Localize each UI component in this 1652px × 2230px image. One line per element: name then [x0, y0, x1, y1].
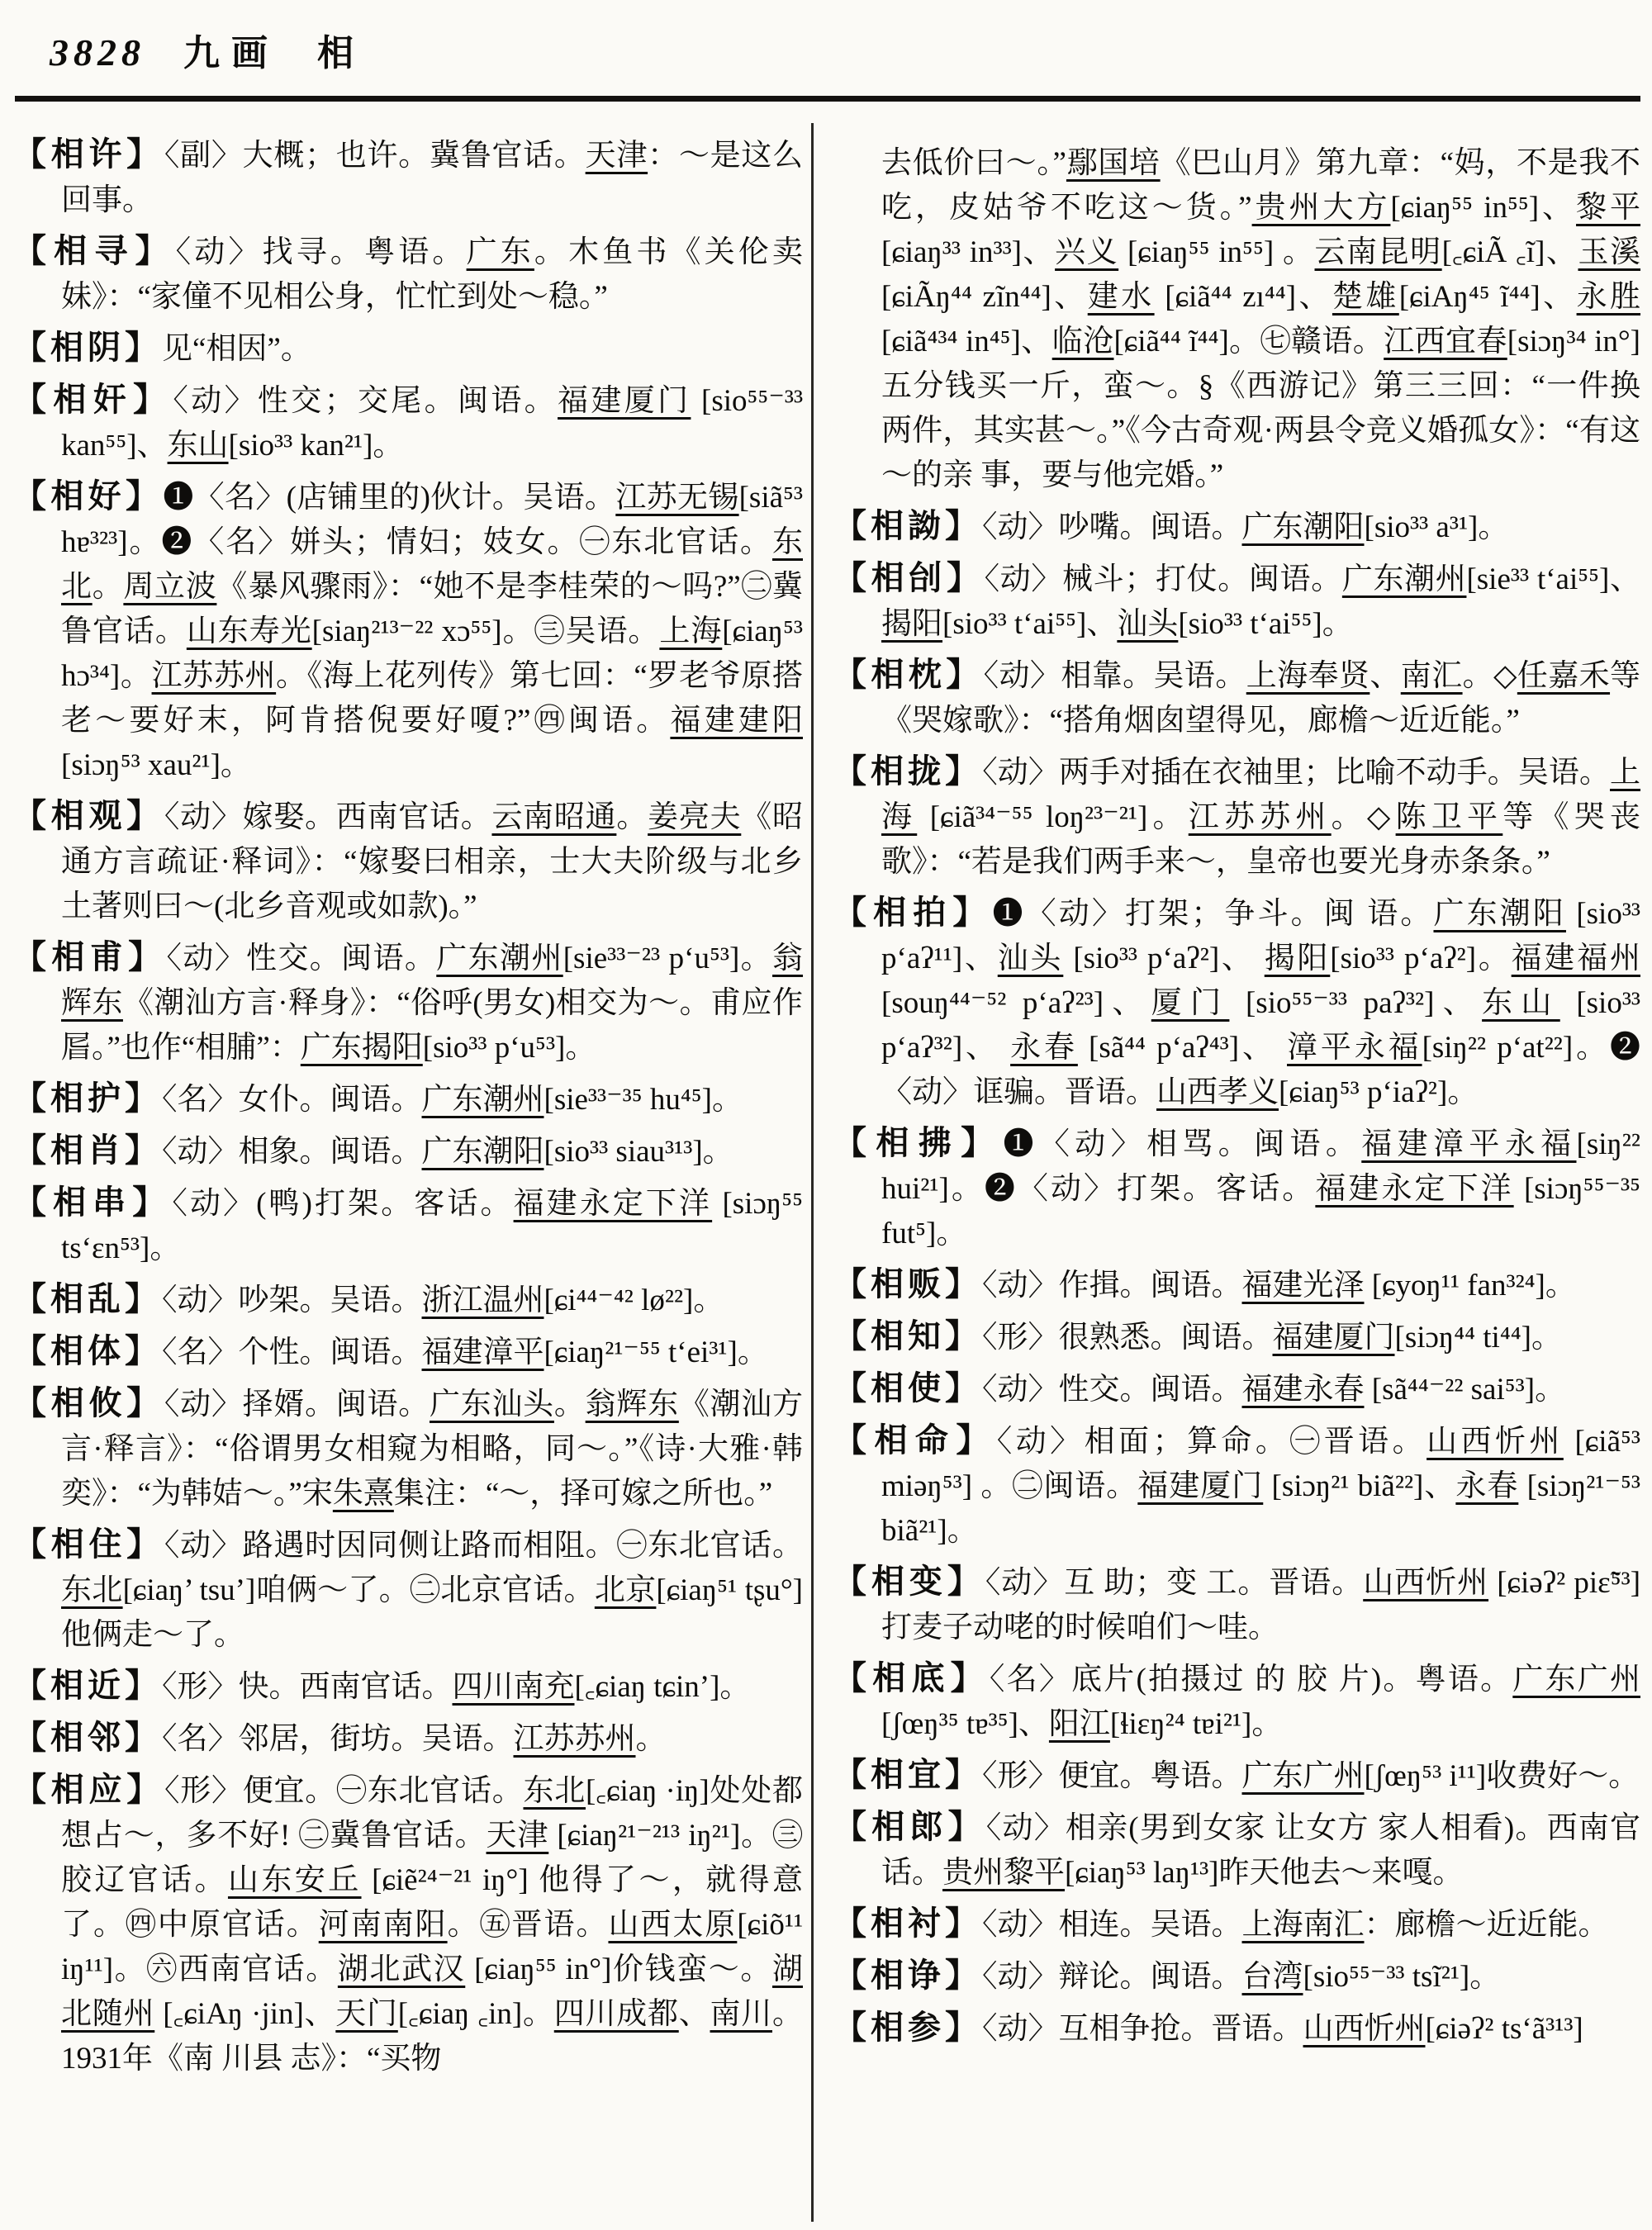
entry-headword: 【相贩】	[833, 1265, 982, 1302]
proper-noun: 江苏苏州	[1188, 800, 1332, 834]
proper-noun: 永春	[1010, 1031, 1078, 1065]
entry-text: [ɕiaŋ⁵³ laŋ¹³]昨天他去～来嘎。	[1065, 1856, 1464, 1890]
proper-noun: 福建厦门	[1272, 1321, 1395, 1355]
entry-text: [sio³³ kan²¹]。	[228, 429, 404, 463]
proper-noun: 广东潮州	[421, 1083, 544, 1117]
entry-headword: 【相邻】	[13, 1719, 162, 1756]
entry-headword: 【相诤】	[833, 1957, 982, 1994]
entry-text: [siŋ²² p‘at²²]。❷〈动〉诓骗。晋语。	[881, 1031, 1640, 1109]
dictionary-entry	[13, 794, 803, 929]
proper-noun: 阳江	[1048, 1707, 1110, 1741]
proper-noun: 广东广州	[1241, 1759, 1365, 1793]
entry-text: 《巴山月》第九章：“妈，不是我不吃，皮姑爷不吃这～货。”	[881, 146, 1640, 225]
dictionary-entry	[833, 749, 1640, 885]
entry-text: [siã⁵³ hɐ³²³]。❷〈名〉姘头；情妇；妓女。㊀东北官话。	[61, 481, 804, 559]
dictionary-entry	[13, 377, 803, 468]
entry-text: [sio³³ a³¹]。	[1364, 510, 1509, 544]
entry-text: [ɕiaŋ²¹⁻²¹³ iŋ²¹]。㊂胶辽官话。	[61, 1819, 803, 1897]
entry-text: [ɕiaŋ⁵⁵ in⁵⁵] 。	[1118, 235, 1315, 269]
dictionary-entry	[13, 1329, 803, 1375]
proper-noun: 上海	[881, 756, 1641, 834]
dictionary-entry	[833, 2005, 1640, 2052]
dictionary-entry	[833, 1314, 1640, 1360]
proper-noun: 广东揭阳	[300, 1031, 423, 1065]
entry-text: [ɕiəʔ² piɛ̃⁵³]打麦子动咾的时候咱们～哇。	[881, 1566, 1641, 1644]
entry-headword: 【相护】	[13, 1079, 162, 1117]
entry-text: 〈动〉相连。吴语。	[982, 1908, 1242, 1942]
entry-text: [sio³³ siau³¹³]。	[544, 1135, 733, 1169]
dictionary-entry	[833, 652, 1640, 743]
entry-text: [siɔŋ²¹⁻⁵³ biã²¹]。	[881, 1469, 1640, 1548]
entry-headword: 【相寻】	[13, 232, 176, 269]
dictionary-entry	[13, 325, 803, 372]
proper-noun: 漳平永福	[1287, 1031, 1422, 1065]
entry-text: [꜀ɕiaŋ tɕin’]。	[574, 1670, 751, 1704]
entry-text: 、	[1370, 659, 1401, 693]
proper-noun: 揭阳	[881, 607, 942, 641]
proper-noun: 江苏苏州	[513, 1722, 636, 1756]
entry-headword: 【相刣】	[833, 559, 985, 596]
entry-text: 〈动〉辩论。闽语。	[982, 1960, 1242, 1994]
section-stroke-count: 九画	[183, 33, 279, 74]
entry-text: 〈动〉嫁娶。西南官话。	[164, 800, 492, 834]
proper-noun: 湖北随州	[61, 1952, 803, 2031]
entry-text: [siɔŋ⁵⁵⁻³⁵ fut⁵]。	[881, 1172, 1640, 1250]
entry-text: [ɕyoŋ¹¹ fan³²⁴]。	[1364, 1269, 1576, 1302]
proper-noun: 翁辉东	[585, 1388, 679, 1421]
entry-text: [ɕiã³⁴⁻⁵⁵ loŋ²³⁻²¹]。	[917, 800, 1189, 834]
proper-noun: 南汇	[1400, 659, 1463, 693]
entry-text: 〈名〉个性。闽语。	[162, 1336, 422, 1369]
entry-text: [sio³³ p‘aʔ³²]、	[881, 986, 1641, 1065]
entry-text: 《潮汕方言·释身》：“俗呼(男女)相交为～。甫应作㞓。”也作“相脯”：	[61, 986, 804, 1065]
entry-text: 〈名〉女仆。闽语。	[162, 1083, 422, 1117]
entry-text: 〈形〉很熟悉。闽语。	[982, 1321, 1273, 1355]
dictionary-entry	[833, 1656, 1640, 1747]
entry-text: [ɕiã⁴⁴ zı⁴⁴]、	[1154, 280, 1332, 314]
entry-text: [sie³³⁻²³ p‘u⁵³]。	[563, 942, 773, 975]
entry-text: 〈动〉性交；交尾。闽语。	[173, 384, 558, 418]
entry-headword: 【相枕】	[833, 656, 984, 693]
entry-headword: 【相甫】	[13, 938, 167, 975]
dictionary-entry	[13, 132, 803, 223]
entry-headword: 【相衬】	[833, 1905, 982, 1942]
entry-text: 〈动〉互 助；变 工。晋语。	[985, 1566, 1364, 1600]
proper-noun: 周立波	[123, 570, 217, 604]
proper-noun: 四川成都	[553, 1997, 679, 2031]
proper-noun: 汕头	[1117, 607, 1179, 641]
proper-noun: 山西忻州	[1363, 1566, 1489, 1600]
entry-text: [siɔŋ²¹ biã²²]、	[1263, 1469, 1456, 1503]
entry-text: [ɕiaŋ⁵³ hɔ³⁴]。	[61, 614, 804, 693]
proper-noun: 广东潮阳	[1433, 897, 1566, 931]
proper-noun: 天津	[486, 1819, 549, 1853]
entry-text: [souŋ⁴⁴⁻⁵² p‘aʔ²³]、	[881, 986, 1151, 1020]
proper-noun: 山东安丘	[227, 1863, 362, 1897]
entry-text: [sio⁵⁵⁻³³ paʔ³²]、	[1229, 986, 1483, 1020]
entry-text: [ɕiaŋ²¹⁻⁵⁵ t‘ei³¹]。	[544, 1336, 768, 1369]
entry-headword: 【相参】	[833, 2009, 982, 2046]
entry-headword: 【相郎】	[833, 1808, 986, 1845]
entry-text: 见“相因”。	[162, 332, 311, 366]
entry-text: [ʃœŋ³⁵ tɐ³⁵]、	[881, 1707, 1049, 1741]
dictionary-entry	[13, 229, 803, 320]
entry-text: [ɕiaŋ⁵⁵ in°]价钱蛮～。	[465, 1952, 772, 1986]
entry-headword: 【相拍】	[833, 894, 993, 931]
entry-text: 〈动〉性交。闽语。	[982, 1373, 1242, 1407]
proper-noun: 陈卫平	[1395, 800, 1503, 834]
entry-text: 。	[553, 1388, 586, 1421]
proper-noun: 广东潮州	[436, 942, 563, 975]
entry-text: [ɕiÃŋ⁴⁴ zĩn⁴⁴]、	[881, 280, 1088, 314]
proper-noun: 东山	[167, 429, 229, 463]
proper-noun: 江苏苏州	[151, 659, 277, 693]
proper-noun: 福建漳平永福	[1361, 1127, 1577, 1161]
proper-noun: 广东广州	[1512, 1663, 1640, 1696]
proper-noun: 厦门	[1151, 986, 1230, 1020]
proper-noun: 上海奉贤	[1246, 659, 1370, 693]
proper-noun: 南川	[710, 1997, 772, 2031]
proper-noun: 江西宜春	[1384, 325, 1507, 358]
proper-noun: 天津	[585, 139, 648, 173]
dictionary-entry	[13, 1277, 803, 1323]
entry-text: 〈动〉作揖。闽语。	[982, 1269, 1242, 1302]
entry-text: 〈动〉择婿。闽语。	[164, 1388, 430, 1421]
entry-headword: 【相攸】	[13, 1384, 164, 1421]
dictionary-entry	[13, 1381, 803, 1516]
proper-noun: 山西孝义	[1156, 1075, 1279, 1109]
entry-text: [ɕiã⁵³ miəŋ⁵³] 。㊁闽语。	[881, 1425, 1640, 1503]
entry-text: [ɕiaŋ³³ in³³]、	[881, 235, 1056, 269]
entry-text: [sio³³ t‘ai⁵⁵]、	[942, 607, 1118, 641]
proper-noun: 广东潮阳	[1241, 510, 1365, 544]
proper-noun: 任嘉禾	[1517, 659, 1611, 693]
proper-noun: 鄢国培	[1066, 146, 1161, 180]
entry-text: 〈形〉便宜。粤语。	[982, 1759, 1242, 1793]
entry-text: 〈动〉吵架。吴语。	[162, 1283, 422, 1317]
entry-text: [ɕiaŋ’ tsu’]咱俩～了。㊁北京官话。	[122, 1573, 595, 1607]
section-head-character: 相	[317, 33, 354, 74]
right-column	[814, 120, 1644, 2222]
dictionary-entry	[833, 504, 1640, 550]
proper-noun: 福建永定下洋	[513, 1187, 713, 1221]
dictionary-entry	[833, 1805, 1640, 1896]
dictionary-entry	[833, 1953, 1640, 2000]
proper-noun: 福建厦门	[558, 384, 691, 418]
proper-noun: 兴义	[1055, 235, 1119, 269]
entry-text: [sio³³ p‘u⁵³]。	[422, 1031, 596, 1065]
entry-text: [sã⁴⁴ p‘aʔ⁴³]、	[1077, 1031, 1287, 1065]
proper-noun: 永春	[1455, 1469, 1519, 1503]
entry-text: 。㊄晋语。	[447, 1908, 609, 1942]
proper-noun: 揭阳	[1264, 942, 1331, 975]
entry-text: [siɔŋ³⁴ in°]五分钱买一斤，蛮～。§《西游记》第三三回：“一件换两件，其实甚～。”《今古奇观·两县令竞义婚孤女》：“有这～的亲 事，要与他完婚。”	[881, 325, 1641, 492]
proper-noun: 北京	[594, 1573, 657, 1607]
entry-text: 。◇	[1462, 659, 1517, 693]
dictionary-entry	[833, 1418, 1640, 1554]
proper-noun: 建水	[1087, 280, 1155, 314]
header-rule	[15, 96, 1640, 102]
entry-headword: 【相体】	[13, 1332, 162, 1369]
proper-noun: 上海	[659, 614, 723, 648]
entry-text: [sã⁴⁴⁻²² sai⁵³]。	[1364, 1373, 1566, 1407]
entry-text: 〈形〉快。西南官话。	[162, 1670, 453, 1704]
entry-text: [siɔŋ⁴⁴ ti⁴⁴]。	[1394, 1321, 1562, 1355]
entry-headword: 【相奸】	[13, 381, 173, 418]
dictionary-entry	[13, 1715, 803, 1762]
entry-headword: 【相观】	[13, 797, 164, 834]
dictionary-entry	[833, 1753, 1640, 1799]
proper-noun: 玉溪	[1578, 235, 1641, 269]
entry-text: [sie³³ t‘ai⁵⁵]、	[1466, 562, 1641, 596]
entry-headword: 【相应】	[13, 1771, 164, 1808]
entry-text: [꜀ɕiÃ ꜀ĩ]、	[1441, 235, 1578, 269]
proper-noun: 汕头	[997, 942, 1064, 975]
entry-text: 。	[616, 800, 648, 834]
dictionary-entry	[833, 1262, 1640, 1308]
left-column	[12, 120, 811, 2222]
entry-headword: 【相住】	[13, 1525, 164, 1563]
proper-noun: 姜亮夫	[648, 800, 742, 834]
entry-text: 〈名〉底片(拍摄过 的 胶 片)。粤语。	[989, 1663, 1513, 1696]
entry-text: 〈动〉路遇时因同侧让路而相阻。㊀东北官话。	[164, 1529, 804, 1563]
entry-headword: 【相串】	[13, 1184, 173, 1221]
entry-headword: 【相变】	[833, 1563, 985, 1600]
entry-text: [siaŋ²¹³⁻²² xɔ⁵⁵]。㊂吴语。	[311, 614, 660, 648]
proper-noun: 福建光泽	[1241, 1269, 1365, 1302]
proper-noun: 山西太原	[608, 1908, 738, 1942]
entry-text: [ɕiã⁴⁴ ĩ⁴⁴]。㊆赣语。	[1113, 325, 1384, 358]
entry-headword: 【相命】	[833, 1421, 997, 1459]
proper-noun: 上海南汇	[1241, 1908, 1365, 1942]
entry-text: 〈动〉(鸭)打架。客话。	[172, 1187, 514, 1221]
entry-text: [sio³³ t‘ai⁵⁵]。	[1178, 607, 1353, 641]
entry-text: 《暴风骤雨》：“她不是李桂荣的～吗?”㊁冀鲁官话。	[61, 570, 804, 648]
dictionary-entry	[13, 1076, 803, 1122]
entry-text: 〈动〉械斗；打仗。闽语。	[984, 562, 1342, 596]
proper-noun: 广东潮阳	[421, 1135, 544, 1169]
proper-noun: 云南昭通	[491, 800, 617, 834]
proper-noun: 贵州黎平	[942, 1856, 1065, 1890]
entry-text: [siŋ²² hui²¹]。❷〈动〉打架。客话。	[881, 1127, 1640, 1206]
entry-headword: 【相阴】	[13, 329, 162, 366]
entry-text: [ʃœŋ⁵³ i¹¹]收费好～。	[1364, 1759, 1640, 1793]
entry-headword: 【相拢】	[833, 752, 983, 790]
entry-text: [sio⁵⁵⁻³³ kan⁵⁵]、	[61, 384, 804, 463]
proper-noun: 广东汕头	[429, 1388, 554, 1421]
entry-text: [sio³³ p‘aʔ¹¹]、	[881, 897, 1641, 975]
entry-text: [ɕiõ¹¹ iŋ¹¹]。㊅西南官话。	[61, 1908, 804, 1986]
proper-noun: 东北	[523, 1774, 586, 1808]
dictionary-entry	[13, 1128, 803, 1174]
proper-noun: 朱熹	[332, 1477, 394, 1511]
proper-noun: 福建永定下洋	[1315, 1172, 1514, 1206]
entry-text: 等《哭嫁歌》：“搭角烟囱望得见，廊檐～近近能。”	[881, 659, 1641, 738]
entry-headword: 【相好】	[13, 477, 164, 515]
entry-text: 《潮汕方言·释言》：“俗谓男女相窥为相略，同～。”《诗·大雅·韩奕》：“为韩姞～。”宋	[61, 1388, 804, 1511]
entry-text: 。木鱼书《关伦卖妹》：“家僮不见相公身，忙忙到处～稳。”	[61, 235, 804, 314]
entry-text: 等《哭丧歌》：“若是我们两手来～，皇帝也要光身赤条条。”	[881, 800, 1640, 879]
entry-headword: 【相肖】	[13, 1132, 162, 1169]
proper-noun: 四川南充	[452, 1670, 575, 1704]
dictionary-entry	[13, 1767, 803, 2081]
entry-text: [ɕiaŋ⁵³ p‘iaʔ²]。	[1279, 1075, 1479, 1109]
entry-text: 去低价曰～。”	[881, 146, 1066, 180]
dictionary-entry	[13, 1663, 803, 1710]
entry-text: [꜀ɕiaŋ ꜀in]。	[397, 1997, 554, 2031]
page-header	[50, 23, 354, 76]
entry-continuation	[833, 141, 1640, 498]
entry-text: [꜀ɕiaŋ ·iŋ]处处都想占～，多不好! ㊁冀鲁官话。	[61, 1774, 804, 1853]
entry-text: [ɕiẽ²⁴⁻²¹ iŋ°] 他得了～，就得意了。㊃中原官话。	[61, 1863, 804, 1942]
entry-text: 〈副〉大概；也许。冀鲁官话。	[164, 139, 586, 173]
entry-text: ❶〈名〉(店铺里的)伙计。吴语。	[163, 481, 616, 515]
dictionary-entry	[833, 1901, 1640, 1948]
entry-headword: 【相詏】	[833, 507, 982, 544]
entry-text: 〈动〉相靠。吴语。	[983, 659, 1246, 693]
proper-noun: 福建永春	[1241, 1373, 1365, 1407]
entry-text: 〈动〉性交。闽语。	[166, 942, 437, 975]
entry-text: 〈动〉相象。闽语。	[162, 1135, 422, 1169]
proper-noun: 湖北武汉	[337, 1952, 466, 1986]
entry-text: 〈动〉两手对插在衣袖里；比喻不动手。吴语。	[982, 756, 1611, 790]
proper-noun: 楚雄	[1332, 280, 1399, 314]
dictionary-entry	[13, 474, 803, 788]
entry-headword: 【相底】	[833, 1659, 990, 1696]
entry-text: [꜀ɕiAŋ ·jin]、	[154, 1997, 336, 2031]
entry-text: 〈动〉相亲(男到女家 让女方 家人相看)。西南官话。	[881, 1811, 1640, 1890]
entry-headword: 【相拂】	[833, 1124, 1004, 1161]
proper-noun: 河南南阳	[318, 1908, 448, 1942]
entry-text: 。	[92, 570, 124, 604]
entry-text: [siɔŋ⁵³ xau²¹]。	[61, 748, 251, 782]
entry-text: ❶〈动〉打架；争斗。闽 语。	[992, 897, 1434, 931]
proper-noun: 东北	[61, 1573, 123, 1607]
text-columns	[12, 120, 1644, 2222]
proper-noun: 福建建阳	[670, 704, 803, 738]
entry-text: ：廊檐～近近能。	[1364, 1908, 1609, 1942]
dictionary-entry	[833, 556, 1640, 647]
proper-noun: 东山	[1482, 986, 1560, 1020]
entry-text: [siɔŋ⁵⁵ ts‘ɛn⁵³]。	[61, 1187, 803, 1265]
entry-text: [sio³³ p‘aʔ²]。	[1330, 942, 1512, 975]
entry-text: 、	[678, 1997, 710, 2031]
proper-noun: 广东	[466, 235, 534, 269]
proper-noun: 江苏无锡	[615, 481, 739, 515]
dictionary-entry	[13, 935, 803, 1070]
proper-noun: 永胜	[1576, 280, 1641, 314]
entry-headword: 【相乱】	[13, 1280, 162, 1317]
proper-noun: 浙江温州	[421, 1283, 544, 1317]
proper-noun: 台湾	[1241, 1960, 1303, 1994]
proper-noun: 黎平	[1576, 191, 1640, 225]
proper-noun: 临沧	[1051, 325, 1114, 358]
entry-headword: 【相知】	[833, 1317, 982, 1355]
entry-text: [ɕi⁴⁴⁻⁴² lø²²]。	[544, 1283, 724, 1317]
proper-noun: 翁辉东	[61, 942, 804, 1020]
proper-noun: 云南昆明	[1314, 235, 1442, 269]
entry-text: 〈动〉相面；算命。㊀晋语。	[996, 1425, 1427, 1459]
entry-headword: 【相使】	[833, 1369, 982, 1407]
entry-text: 〈动〉互相争抢。晋语。	[982, 2012, 1303, 2046]
entry-text: [ɕiã⁴³⁴ in⁴⁵]、	[881, 325, 1052, 358]
entry-text: 集注：“～，择可嫁之所也。”	[393, 1477, 773, 1511]
proper-noun: 贵州大方	[1251, 191, 1391, 225]
entry-text: 〈形〉便宜。㊀东北官话。	[164, 1774, 524, 1808]
entry-text: [ɬiɛŋ²⁴ tɐi²¹]。	[1109, 1707, 1283, 1741]
page-number: 3828	[50, 31, 145, 74]
entry-text: [ɕiaŋ⁵¹ tʂu°]他俩走～了。	[61, 1573, 803, 1652]
proper-noun: 东北	[61, 525, 803, 604]
entry-text: 〈动〉找寻。粤语。	[175, 235, 467, 269]
entry-text: [sie³³⁻³⁵ hu⁴⁵]。	[544, 1083, 743, 1117]
proper-noun: 福建福州	[1511, 942, 1640, 975]
entry-text: [ɕiAŋ⁴⁵ ĩ⁴⁴]、	[1398, 280, 1577, 314]
entry-text: [ɕiəʔ² ts‘ã³¹³]	[1425, 2012, 1583, 2046]
dictionary-entry	[833, 1559, 1640, 1650]
dictionary-entry	[833, 1121, 1640, 1256]
entry-text: ❶〈动〉相骂。闽语。	[1003, 1127, 1362, 1161]
entry-text: 《昭通方言疏证·释词》：“嫁娶曰相亲，士大夫阶级与北乡土著则曰～(北乡音观或如款)。”	[61, 800, 804, 923]
entry-text: 。1931年《南 川县 志》：“买物	[61, 1997, 803, 2076]
entry-text: [sio³³ p‘aʔ²]、	[1063, 942, 1265, 975]
proper-noun: 福建漳平	[421, 1336, 544, 1369]
entry-text: 。◇	[1331, 800, 1396, 834]
entry-text: 〈动〉吵嘴。闽语。	[982, 510, 1242, 544]
dictionary-entry	[833, 1366, 1640, 1412]
proper-noun: 天门	[335, 1997, 398, 2031]
proper-noun: 山东寿光	[186, 614, 312, 648]
entry-headword: 【相宜】	[833, 1756, 982, 1793]
dictionary-entry	[13, 1180, 803, 1271]
entry-text: [ɕiaŋ⁵⁵ in⁵⁵]、	[1390, 191, 1577, 225]
entry-text: ：～是这么回事。	[61, 139, 804, 217]
proper-noun: 广东潮州	[1341, 562, 1467, 596]
proper-noun: 山西忻州	[1303, 2012, 1426, 2046]
dictionary-entry	[833, 890, 1640, 1115]
entry-headword: 【相许】	[13, 135, 164, 173]
entry-text: [sio⁵⁵⁻³³ tsĩ²¹]。	[1303, 1960, 1501, 1994]
proper-noun: 福建厦门	[1137, 1469, 1264, 1503]
entry-text: 〈名〉邻居，街坊。吴语。	[162, 1722, 514, 1756]
entry-text: 。	[635, 1722, 667, 1756]
entry-headword: 【相近】	[13, 1667, 162, 1704]
proper-noun: 山西忻州	[1427, 1425, 1564, 1459]
entry-text: 。《海上花列传》第七回：“罗老爷原搭老～要好末，阿肯搭倪要好嗄?”㊃闽语。	[61, 659, 804, 738]
dictionary-entry	[13, 1522, 803, 1658]
